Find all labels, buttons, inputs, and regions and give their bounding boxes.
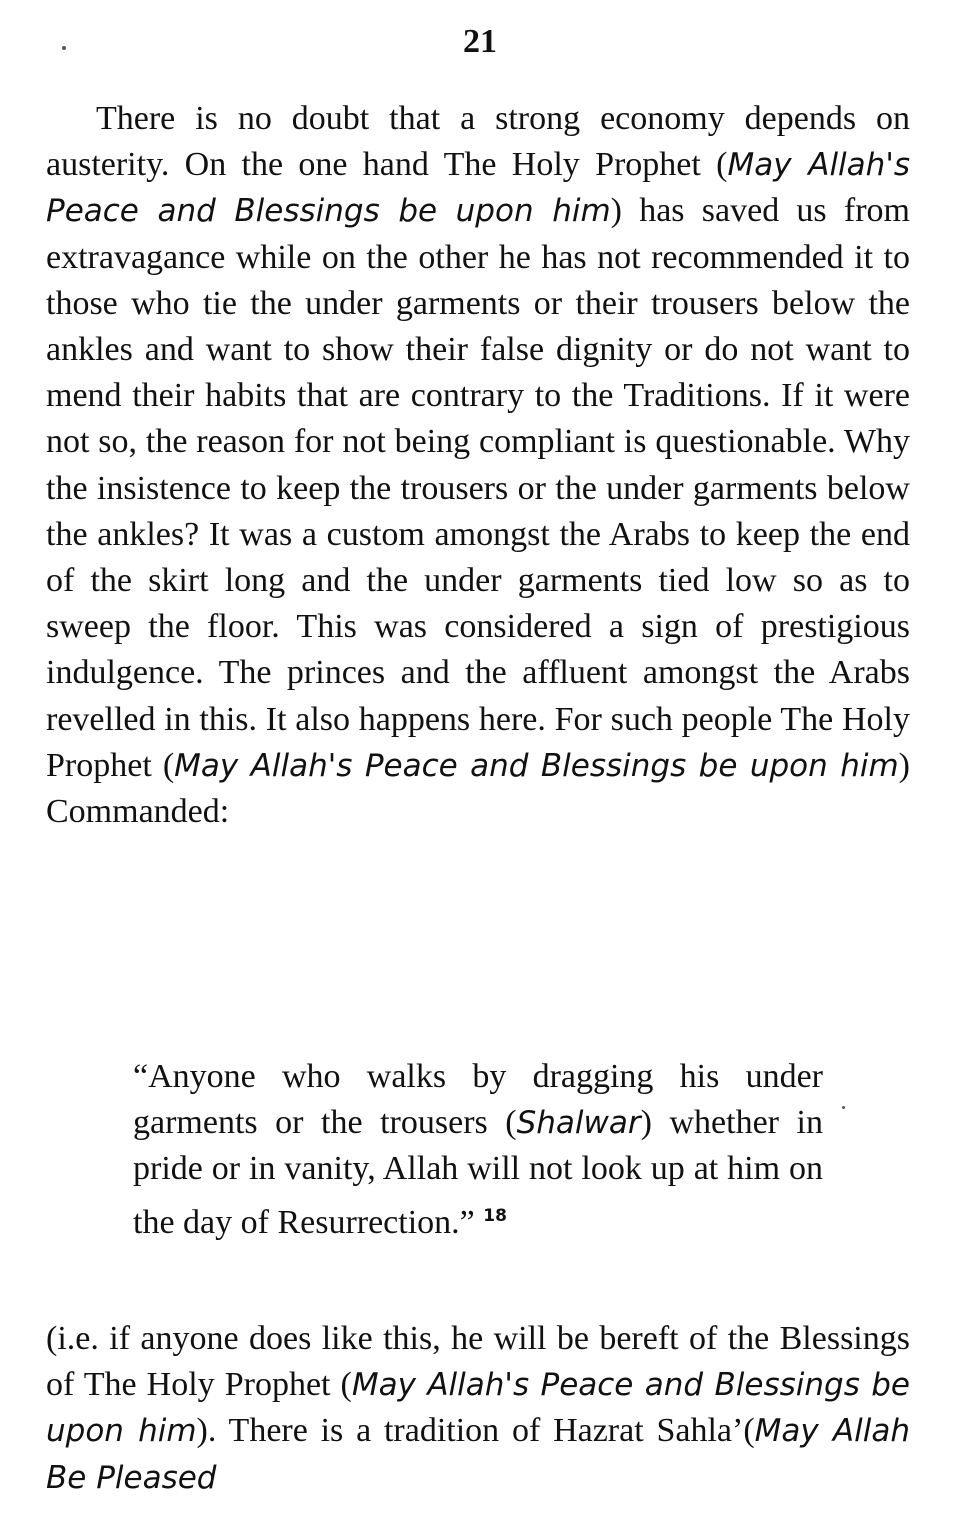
paragraph-2-text-2: ). There is a tradition of Hazrat Sahl xyxy=(196,1412,717,1450)
body-paragraph-1 xyxy=(46,96,910,835)
paragraph-1-text-1: There is no doubt that a strong economy depends on austerity. On the one hand The Holy Prophet ( xyxy=(46,100,910,184)
quote-text-1: “Anyone who walks by dragging his under garments or the trousers ( xyxy=(133,1058,823,1142)
paragraph-1-honorific-1: May Allah's Peace and Blessings be upon him xyxy=(46,147,910,230)
paragraph-1-text-3: ) Commanded: xyxy=(46,746,910,831)
body-paragraph-2 xyxy=(46,1316,910,1501)
scan-speck xyxy=(62,46,66,50)
paragraph-2-text-3: a’( xyxy=(716,1412,755,1450)
paragraph-2-honorific-2: May Allah Be Pleased xyxy=(46,1413,910,1496)
footnote-marker: 18 xyxy=(483,1205,507,1226)
paragraph-2-text-1: (i.e. if anyone does like this, he will be bereft of the Blessings of The Holy Prophet ( xyxy=(46,1320,910,1404)
page-number: 21 xyxy=(463,23,497,60)
scan-speck xyxy=(842,1106,845,1109)
quote-text-2: ) whether in pride or in vanity, Allah will not look up at him on the day of Resurrection.” xyxy=(133,1104,823,1241)
paragraph-2-honorific-1: May Allah's Peace and Blessings be upon him xyxy=(46,1367,910,1450)
paragraph-1-text-2: ) has saved us from extravagance while on the other he has not recommended it to those who tie the under garments or their trousers below the ankles and want to show their false dignity or do not want to mend their habits that are contrary to the Traditions. If it were not so, the reason for not being compliant is questionable. Why the insistence to keep the trousers or the under garments below the ankles? It was a custom amongst the Arabs to keep the end of the skirt long and the under garments tied low so as to sweep the floor. This was considered a sign of prestigious indulgence. The princes and the affluent amongst the Arabs revelled in this. It also happens here. For such people The Holy Prophet ( xyxy=(46,192,910,784)
paragraph-1-honorific-2: May Allah's Peace and Blessings be upon him xyxy=(174,747,899,784)
quote-term: Shalwar xyxy=(516,1105,641,1142)
hadith-quote xyxy=(133,1054,823,1246)
